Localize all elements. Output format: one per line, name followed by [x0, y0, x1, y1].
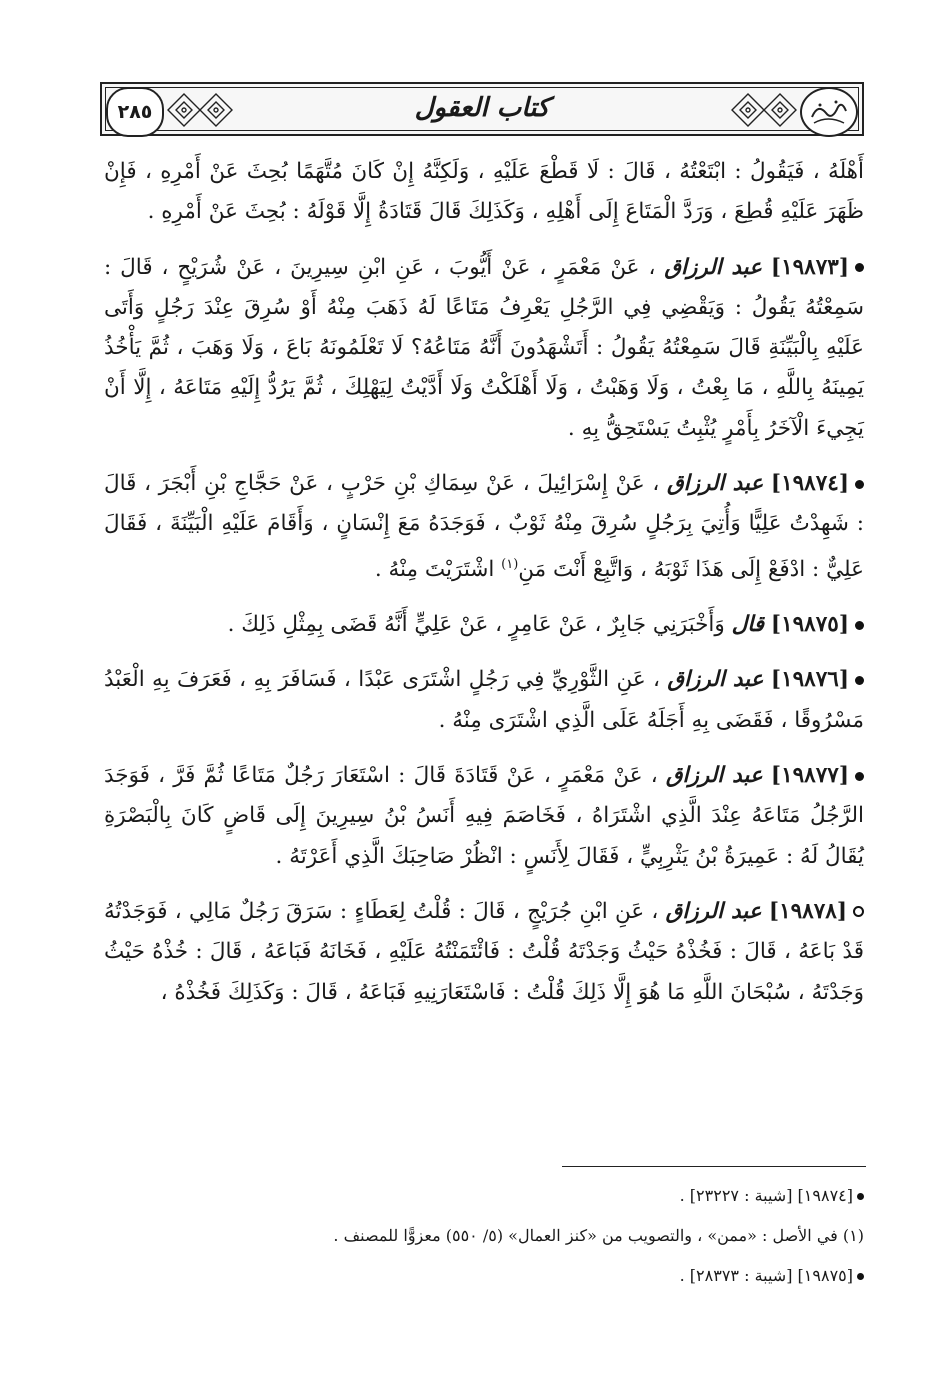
calligraphy-seal-icon	[806, 93, 852, 131]
ornament-right-icon	[728, 88, 800, 132]
book-title: كتاب العقول	[414, 93, 550, 123]
hadith-entry-19874	[104, 464, 864, 590]
filled-bullet-icon	[857, 1193, 864, 1200]
footnote-text: [١٩٨٧٤] [شيبة : ٢٣٢٢٧] .	[679, 1186, 853, 1205]
narrator-name: عبد الرزاق	[665, 763, 763, 789]
filled-bullet-icon	[855, 480, 864, 489]
paragraph-text: أَهْلَهُ ، فَيَقُولُ : ابْتَعْتُهُ ، قَالَ : لَا قَطْعَ عَلَيْهِ ، وَلَكِنَّهُ إِنْ كَانَ مُتَّهَمًا بُحِثَ عَنْ أَمْرِهِ ، فَإِنْ ظَهَرَ عَلَيْهِ قُطِعَ ، وَرَدَّ الْمَتَاعَ إِلَى أَهْلِهِ ، وَكَذَلِكَ قَالَ قَتَادَةُ إِلَّا قَوْلَهُ : بُحِثَ عَنْ أَمْرِهِ .	[104, 159, 864, 225]
hadith-entry-19876	[104, 660, 864, 741]
paragraph-text: ، عَنِ ابْنِ جُرَيْجٍ ، قَالَ : قُلْتُ لِعَطَاءٍ : سَرَقَ رَجُلٌ مَالِي ، فَوَجَدْتُهُ قَدْ بَاعَهُ ، قَالَ : فَخُذْهُ حَيْثُ وَجَدْتَهُ قُلْتُ : فَائْتَمَنْتُهُ عَلَيْهِ ، فَخَانَهُ فَبَاعَهُ ، قَالَ : خُذْهُ حَيْثُ وَجَدْتَهُ ، سُبْحَانَ اللَّهِ مَا هُوَ إِلَّا ذَلِكَ قُلْتُ : فَاسْتَعَارَنِيهِ فَبَاعَهُ ، قَالَ : وَكَذَلِكَ فَخُذْهُ ،	[104, 898, 864, 1005]
narrator-name: عبد الرزاق	[666, 471, 764, 497]
filled-bullet-icon	[855, 263, 864, 272]
footnote-separator	[562, 1166, 866, 1167]
footnote-text: (١) في الأصل : «ممن» ، والتصويب من «كنز العمال» (٥/ ٥٥٠) معزوًّا للمصنف .	[333, 1226, 864, 1245]
footnote-reference[interactable]: (١)	[501, 556, 519, 572]
hadith-number: [١٩٨٧٤]	[770, 471, 850, 497]
paragraph-text: ، عَنْ مَعْمَرٍ ، عَنْ أَيُّوبَ ، عَنِ ابْنِ سِيرِينَ ، عَنْ شُرَيْحٍ ، قَالَ : سَمِعْتُهُ يَقُولُ : وَيَقْضِي فِي الرَّجُلِ يَعْرِفُ مَتَاعًا لَهُ ذَهَبَ مِنْهُ أَوْ سُرِقَ عِنْدَ رَجُلٍ وَأَتَى عَلَيْهِ بِالْبَيِّنَةِ قَالَ سَمِعْتُهُ يَقُولُ : أَتَشْهَدُونَ أَنَّهُ مَتَاعُهُ؟ لَا تَعْلَمُونَهُ بَاعَ ، وَلَا وَهَبَ ، ثُمَّ يَأْخُذُ يَمِينَهُ بِاللَّهِ ، مَا بِعْتُ ، وَلَا وَهَبْتُ ، وَلَا أَهْلَكْتُ وَلَا أَدَّيْتُ لِيَهْلِكَ ، ثُمَّ يَرُدُّ إِلَيْهِ مَتَاعَهُ ، إِلَّا أَنْ يَجِيءَ الْآخَرُ بِأَمْرٍ يُثْبِتُ يَسْتَحِقُّ بِهِ .	[104, 254, 864, 441]
filled-bullet-icon	[855, 676, 864, 685]
musannaf-seal-logo	[800, 87, 858, 137]
footnote-source-19875	[104, 1264, 864, 1288]
filled-bullet-icon	[855, 621, 864, 630]
hadith-entry-19873	[104, 248, 864, 449]
hadith-number: [١٩٨٧٧]	[770, 763, 849, 789]
hadith-number: [١٩٨٧٦]	[770, 667, 849, 693]
paragraph-text: ، عَنْ مَعْمَرٍ ، عَنْ قَتَادَةَ قَالَ : اسْتَعَارَ رَجُلٌ مَتَاعًا ثُمَّ فَرَّ ، فَوَجَدَ الرَّجُلُ مَتَاعَهُ عِنْدَ الَّذِي اشْتَرَاهُ ، فَخَاصَمَ فِيهِ أَنَسُ بْنُ سِيرِينَ إِلَى قَاضٍ كَانَ بِالْبَصْرَةِ يُقَالُ لَهُ : عَمِيرَةُ بْنُ يَثْرِبِيٍّ ، فَقَالَ لِأَنَسٍ : انْظُرْ صَاحِبَكَ الَّذِي أَعَرْتَهُ .	[104, 763, 864, 869]
narrator-name: عبد الرزاق	[664, 254, 762, 280]
hadith-number: [١٩٨٧٣]	[770, 254, 849, 280]
hadith-entry-19877	[104, 756, 864, 877]
hadith-number: [١٩٨٧٥]	[770, 612, 849, 638]
main-text	[104, 152, 864, 1028]
filled-bullet-icon	[857, 1273, 864, 1280]
hadith-entry-19878	[104, 892, 864, 1013]
hollow-bullet-icon	[853, 906, 864, 917]
page-header	[100, 82, 864, 136]
page-number: ٢٨٥	[117, 101, 153, 123]
paragraph-text: ، عَنْ إِسْرَائِيلَ ، عَنْ سِمَاكِ بْنِ حَرْبٍ ، عَنْ حَجَّاجِ بْنِ أَبْجَرَ ، قَالَ : شَهِدْتُ عَلِيًّا وَأُتِيَ بِرَجُلٍ سُرِقَ مِنْهُ ثَوْبٌ ، فَوَجَدَهُ مَعَ إِنْسَانٍ ، وَأَقَامَ عَلَيْهِ الْبَيِّنَةَ ، فَقَالَ عَلِيٌّ : ادْفَعْ إِلَى هَذَا ثَوْبَهُ ، وَاتَّبِعْ أَنْتَ مَنِ	[104, 471, 864, 582]
paragraph-text: وَأَخْبَرَنِي جَابِرٌ ، عَنْ عَامِرٍ ، عَنْ عَلِيٍّ أَنَّهُ قَضَى بِمِثْلِ ذَلِكَ .	[227, 612, 725, 638]
filled-bullet-icon	[855, 772, 864, 781]
paragraph-text: ، عَنِ الثَّوْرِيِّ فِي رَجُلٍ اشْتَرَى عَبْدًا ، فَسَافَرَ بِهِ ، فَعَرَفَ بِهِ الْعَبْدُ مَسْرُوقًا ، فَقَضَى بِهِ أَجَلَهُ عَلَى الَّذِي اشْتَرَى مِنْهُ .	[104, 667, 864, 733]
footnote-1	[104, 1224, 864, 1248]
hadith-entry-19875	[104, 605, 864, 645]
footnote-source-19874	[104, 1184, 864, 1208]
footnotes	[104, 1184, 864, 1304]
narrator-name: قال	[731, 612, 765, 638]
narrator-name: عبد الرزاق	[667, 667, 764, 693]
hadith-number: [١٩٨٧٨]	[768, 898, 847, 924]
paragraph-text-after: اشْتَرَيْتَ مِنْهُ .	[374, 556, 502, 582]
paragraph-continuation	[104, 152, 864, 233]
footnote-text: [١٩٨٧٥] [شيبة : ٢٨٣٧٣] .	[679, 1266, 853, 1285]
narrator-name: عبد الرزاق	[665, 898, 762, 924]
